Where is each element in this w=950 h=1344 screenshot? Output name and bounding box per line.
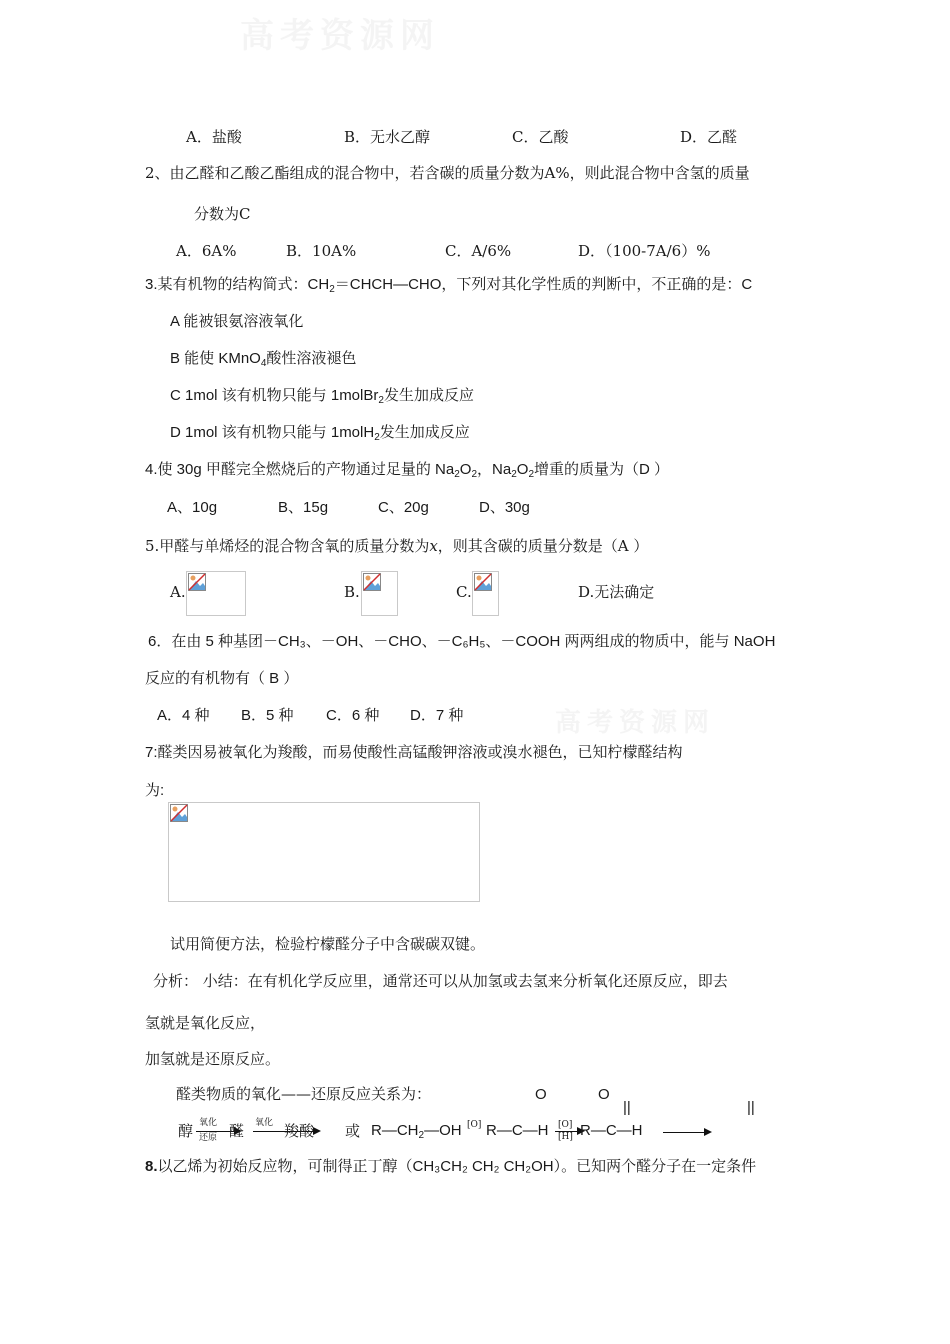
chain-formula-sub: 2 bbox=[418, 1130, 425, 1141]
q4-option-d: D、30g bbox=[479, 499, 530, 516]
q6-line1: 6．在由 5 种基团－CH₃、－OH、－CHO、－C₆H₅、－COOH 两两组成的物质中，能与 NaOH bbox=[148, 633, 776, 650]
chain-label-o-2: [O] bbox=[558, 1120, 573, 1130]
chain-formula-b: —OH bbox=[424, 1122, 462, 1139]
q8-line1 bbox=[145, 1157, 756, 1177]
q1-option-b: B．无水乙醇 bbox=[344, 128, 431, 146]
q5-stem-b: ，则其含碳的质量分数是（A ） bbox=[437, 537, 649, 555]
q3-option-c-sub: 2 bbox=[378, 395, 384, 406]
chain-aldehyde: 醛 bbox=[229, 1122, 245, 1140]
chain-oxidation-1: 氧化 bbox=[199, 1118, 218, 1128]
chain-arrow-3 bbox=[555, 1131, 583, 1132]
q5-option-c-image bbox=[472, 571, 499, 616]
q2-stem: 2、由乙醛和乙酸乙酯组成的混合物中，若含碳的质量分数为A%，则此混合物中含氢的质量 bbox=[145, 164, 750, 182]
q6-option-c: C．6 种 bbox=[326, 707, 380, 724]
q4-sub-a: 2 bbox=[454, 469, 460, 480]
q3-stem bbox=[145, 275, 752, 295]
analysis-line1: 分析： 小结：在有机化学反应里，通常还可以从加氢或去氢来分析氧化还原反应，即去 bbox=[153, 972, 728, 990]
watermark-top: 高考资源网 bbox=[240, 16, 440, 56]
chain-alcohol: 醇 bbox=[178, 1122, 194, 1140]
broken-image-icon bbox=[170, 804, 188, 822]
chain-reduction-1: 还原 bbox=[199, 1133, 218, 1143]
q4-option-a: A、10g bbox=[167, 499, 218, 516]
q4-option-b: B、15g bbox=[278, 499, 329, 516]
q4-stem-1: 4.使 30g 甲醛完全燃烧后的产物通过足量的 Na bbox=[145, 461, 455, 478]
analysis-line4: 醛类物质的氧化——还原反应关系为： bbox=[176, 1085, 432, 1103]
q5-stem bbox=[145, 536, 648, 556]
chain-or: 或 bbox=[345, 1122, 361, 1140]
chain-acid: 羧酸 bbox=[284, 1122, 315, 1140]
q3-stem-a: 3.某有机物的结构简式：CH bbox=[145, 276, 330, 293]
broken-image-icon bbox=[474, 573, 492, 591]
q2-option-c: C．A/6% bbox=[445, 242, 512, 260]
q6-line2: 反应的有机物有（ B ） bbox=[145, 670, 299, 687]
q4-stem-5: 增重的质量为（D ） bbox=[534, 461, 670, 478]
chain-arrow-4 bbox=[663, 1132, 710, 1133]
q4-sub-b: 2 bbox=[471, 469, 478, 480]
q3-option-b-text2: 酸性溶液褪色 bbox=[266, 350, 357, 367]
q5-option-b: B. bbox=[344, 583, 360, 601]
analysis-line3: 加氢就是还原反应。 bbox=[145, 1050, 281, 1068]
q4-stem bbox=[145, 460, 669, 480]
q4-option-c: C、20g bbox=[378, 499, 429, 516]
chain-acid-formula: R—C—H bbox=[580, 1122, 643, 1139]
q7-test-instruction: 试用简便方法，检验柠檬醛分子中含碳碳双键。 bbox=[170, 935, 486, 953]
q3-option-d bbox=[170, 423, 470, 443]
q6-option-a: A．4 种 bbox=[157, 707, 210, 724]
broken-image-icon bbox=[188, 573, 206, 591]
q5-option-a: A. bbox=[170, 583, 186, 601]
q5-option-a-image bbox=[186, 571, 246, 616]
q6-option-b: B．5 种 bbox=[241, 707, 294, 724]
q8-number: 8. bbox=[145, 1158, 158, 1175]
chain-formula-a: R—CH bbox=[371, 1122, 419, 1139]
chain-alcohol-formula bbox=[371, 1121, 462, 1141]
chain-oxidation-2: 氧化 bbox=[255, 1118, 274, 1128]
q3-sub-2: 2 bbox=[329, 284, 335, 295]
q3-option-d-text2: 发生加成反应 bbox=[379, 424, 470, 441]
q2-option-b: B．10A% bbox=[286, 242, 357, 260]
q3-option-b-text1: B 能使 KMnO bbox=[170, 350, 261, 367]
watermark-middle: 高考资源网 bbox=[555, 708, 716, 738]
q5-option-c: C. bbox=[456, 583, 472, 601]
q4-sub-d: 2 bbox=[528, 469, 534, 480]
q3-option-c bbox=[170, 386, 474, 406]
q2-option-a: A．6A% bbox=[176, 242, 237, 260]
broken-image-icon bbox=[363, 573, 381, 591]
carbonyl-o-2: O bbox=[598, 1086, 610, 1103]
carbonyl-o-1: O bbox=[535, 1086, 547, 1103]
q5-variable-x: x bbox=[429, 537, 438, 555]
chain-aldehyde-formula: R—C—H bbox=[486, 1122, 549, 1139]
double-bond-1: || bbox=[623, 1099, 631, 1116]
chain-label-h: [H] bbox=[558, 1132, 573, 1142]
analysis-line2: 氢就是氧化反应， bbox=[145, 1014, 266, 1032]
q5-option-d: D.无法确定 bbox=[578, 583, 655, 601]
q5-stem-a: 5.甲醛与单烯烃的混合物含氧的质量分数为 bbox=[145, 537, 430, 555]
q7-line2: 为: bbox=[145, 782, 165, 799]
q1-option-d: D．乙醛 bbox=[680, 128, 738, 146]
q2-stem-cont: 分数为C bbox=[194, 205, 251, 223]
q1-option-c: C．乙酸 bbox=[512, 128, 569, 146]
chain-label-o-1: [O] bbox=[467, 1120, 482, 1130]
q3-stem-b: ＝CHCH—CHO，下列对其化学性质的判断中，不正确的是：C bbox=[334, 276, 753, 293]
q1-option-a: A．盐酸 bbox=[186, 128, 242, 146]
q4-sub-c: 2 bbox=[511, 469, 517, 480]
q4-stem-2: O bbox=[459, 461, 472, 478]
q3-option-c-text1: C 1mol 该有机物只能与 1molBr bbox=[170, 387, 379, 404]
q3-option-b bbox=[170, 349, 356, 369]
q4-stem-4: O bbox=[516, 461, 529, 478]
citral-structure-image bbox=[168, 802, 480, 902]
q3-option-d-sub: 2 bbox=[374, 432, 380, 443]
q3-option-d-text1: D 1mol 该有机物只能与 1molH bbox=[170, 424, 375, 441]
q3-option-a: A 能被银氨溶液氧化 bbox=[170, 313, 304, 330]
double-bond-2: || bbox=[747, 1099, 755, 1116]
q7-line1: 7:醛类因易被氧化为羧酸，而易使酸性高锰酸钾溶液或溴水褪色，已知柠檬醛结构 bbox=[145, 744, 683, 761]
q5-option-b-image bbox=[361, 571, 398, 616]
q3-option-b-sub: 4 bbox=[260, 358, 267, 369]
q3-option-c-text2: 发生加成反应 bbox=[383, 387, 474, 404]
q2-option-d: D．（100-7A/6）% bbox=[578, 242, 711, 260]
q8-text: 以乙烯为初始反应物，可制得正丁醇（CH₃CH₂ CH₂ CH₂OH）。已知两个醛分子在一定条件 bbox=[157, 1158, 757, 1175]
q4-stem-3: ，Na bbox=[477, 461, 512, 478]
q6-option-d: D．7 种 bbox=[410, 707, 464, 724]
